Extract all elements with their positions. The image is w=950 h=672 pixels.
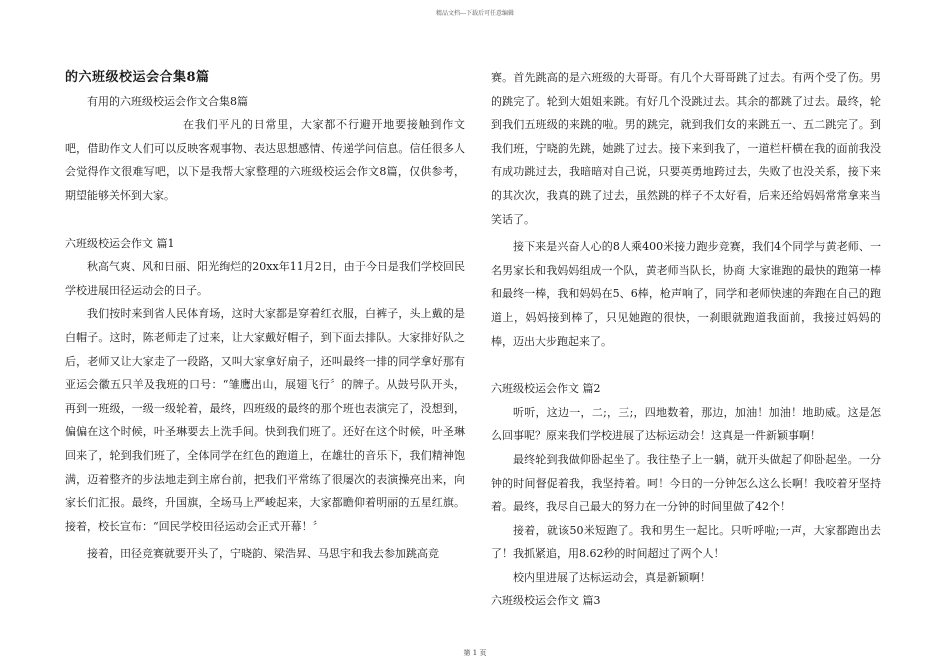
document-title: 的六班级校运会合集8篇 — [65, 70, 210, 85]
subtitle: 有用的六班级校运会作文合集8篇 — [87, 94, 248, 108]
paragraph: 接下来是兴奋人心的8人乘400米接力跑步竞赛，我们4个同学与黄老师、一名男家长和我妈妈组成一个队，黄老师当队长，协商 大家谁跑的最快的跑第一棒和最终一棒，我和妈妈在5、6棒，枪声响了，同学和老师快速的奔跑在自己的跑道上，妈妈接到棒了，只见她跑的很快，一刹眼就跑道我面前，我接过妈妈的棒，迈出大步跑起来了。 — [491, 240, 881, 348]
paragraph: 秋高气爽、风和日丽、阳光绚烂的20xx年11月2日，由于今日是我们学校回民学校进展田径运动会的日子。 — [65, 260, 465, 297]
paragraph: 校内里进展了达标运动会，真是新颖啊！ — [513, 570, 711, 584]
intro-paragraph: 在我们平凡的日常里，大家都不行避开地要接触到作文吧，借助作文人们可以反映客观事物、表达思想感情、传递学问信息。信任很多人会觉得作文很难写吧，以下是我帮大家整理的六班级校运会作文8篇，仅供参考，期望能够关怀到大家。 — [65, 118, 465, 202]
section-heading-2: 六班级校运会作文 篇2 — [491, 382, 601, 396]
paragraph: 赛。首先跳高的是六班级的大哥哥。有几个大哥哥跳了过去。有两个受了伤。男的跳完了。轮到大姐姐来跳。有好几个没跳过去。其余的都跳了过去。最终，轮到我们五班级的来跳的啦。男的跳完，就到我们女的来跳五一、五二跳完了。到我们班，宁晓韵先跳，她跳了过去。接下来到我了，一道栏杆横在我的面前我没有成功跳过去，我暗暗对自己说，只要英勇地跨过去，失败了也没关系，接下来的其次次，我真的跳了过去，虽然跳的样子不太好看，后来还给妈妈常常拿来当笑话了。 — [491, 71, 881, 226]
right-column — [491, 66, 881, 613]
section-heading-3: 六班级校运会作文 篇3 — [491, 594, 601, 608]
paragraph: 接着，田径竞赛就要开头了，宁晓韵、梁浩昇、马思宇和我去参加跳高竞 — [87, 547, 439, 561]
section-heading-1: 六班级校运会作文 篇1 — [65, 236, 175, 250]
left-column — [65, 66, 465, 566]
page-number: 第 1 页 — [463, 649, 487, 657]
paragraph: 我们按时来到省人民体育场，这时大家都是穿着红衣服，白裤子，头上戴的是白帽子。这时，陈老师走了过来，让大家戴好帽子，到下面去排队。大家排好队之后，老师又让大家走了一段路，又叫大家拿好扇子，还叫最终一排的同学拿好那有亚运会徽五只羊及我班的口号：“雏鹰出山，展翅飞行〞的牌子。从鼓号队开头，再到一班级，一级一级轮着，最终，四班级的最终的那个班也表演完了，没想到，偏偏在这个时候，叶圣琳要去上洗手间。快到我们班了。还好在这个时候，叶圣琳回来了，轮到我们班了，全体同学在红色的跑道上，在雄壮的音乐下，我们精神饱满，迈着整齐的步法地走到主席台前，把我们平常练了很屡次的表演操亮出来，向家长们汇报。最终，升国旗，全场马上严峻起来，大家都瞻仰着明丽的五星红旗。接着，校长宣布：“回民学校田径运动会正式开幕！〞 — [65, 307, 465, 533]
header-note: 精品文档---下载后可任意编辑 — [435, 10, 515, 17]
paragraph: 最终轮到我做仰卧起坐了。我往垫子上一躺，就开头做起了仰卧起坐。一分钟的时间督促着我，我坚持着。呵！今日的一分钟怎么这么长啊！我咬着牙坚持着。最终，我尽自己最大的努力在一分钟的时间里做了42个！ — [491, 452, 881, 514]
paragraph: 听听，这边一，二;，三;，四地数着，那边，加油！加油！地助威。这是怎么回事呢？原来我们学校进展了达标运动会！这真是一件新颖事啊！ — [491, 405, 881, 443]
paragraph: 接着，就该50米短跑了。我和男生一起比。只听呼啦;一声，大家都跑出去了！我抓紧追，用8.62秒的时间超过了两个人！ — [491, 523, 881, 561]
